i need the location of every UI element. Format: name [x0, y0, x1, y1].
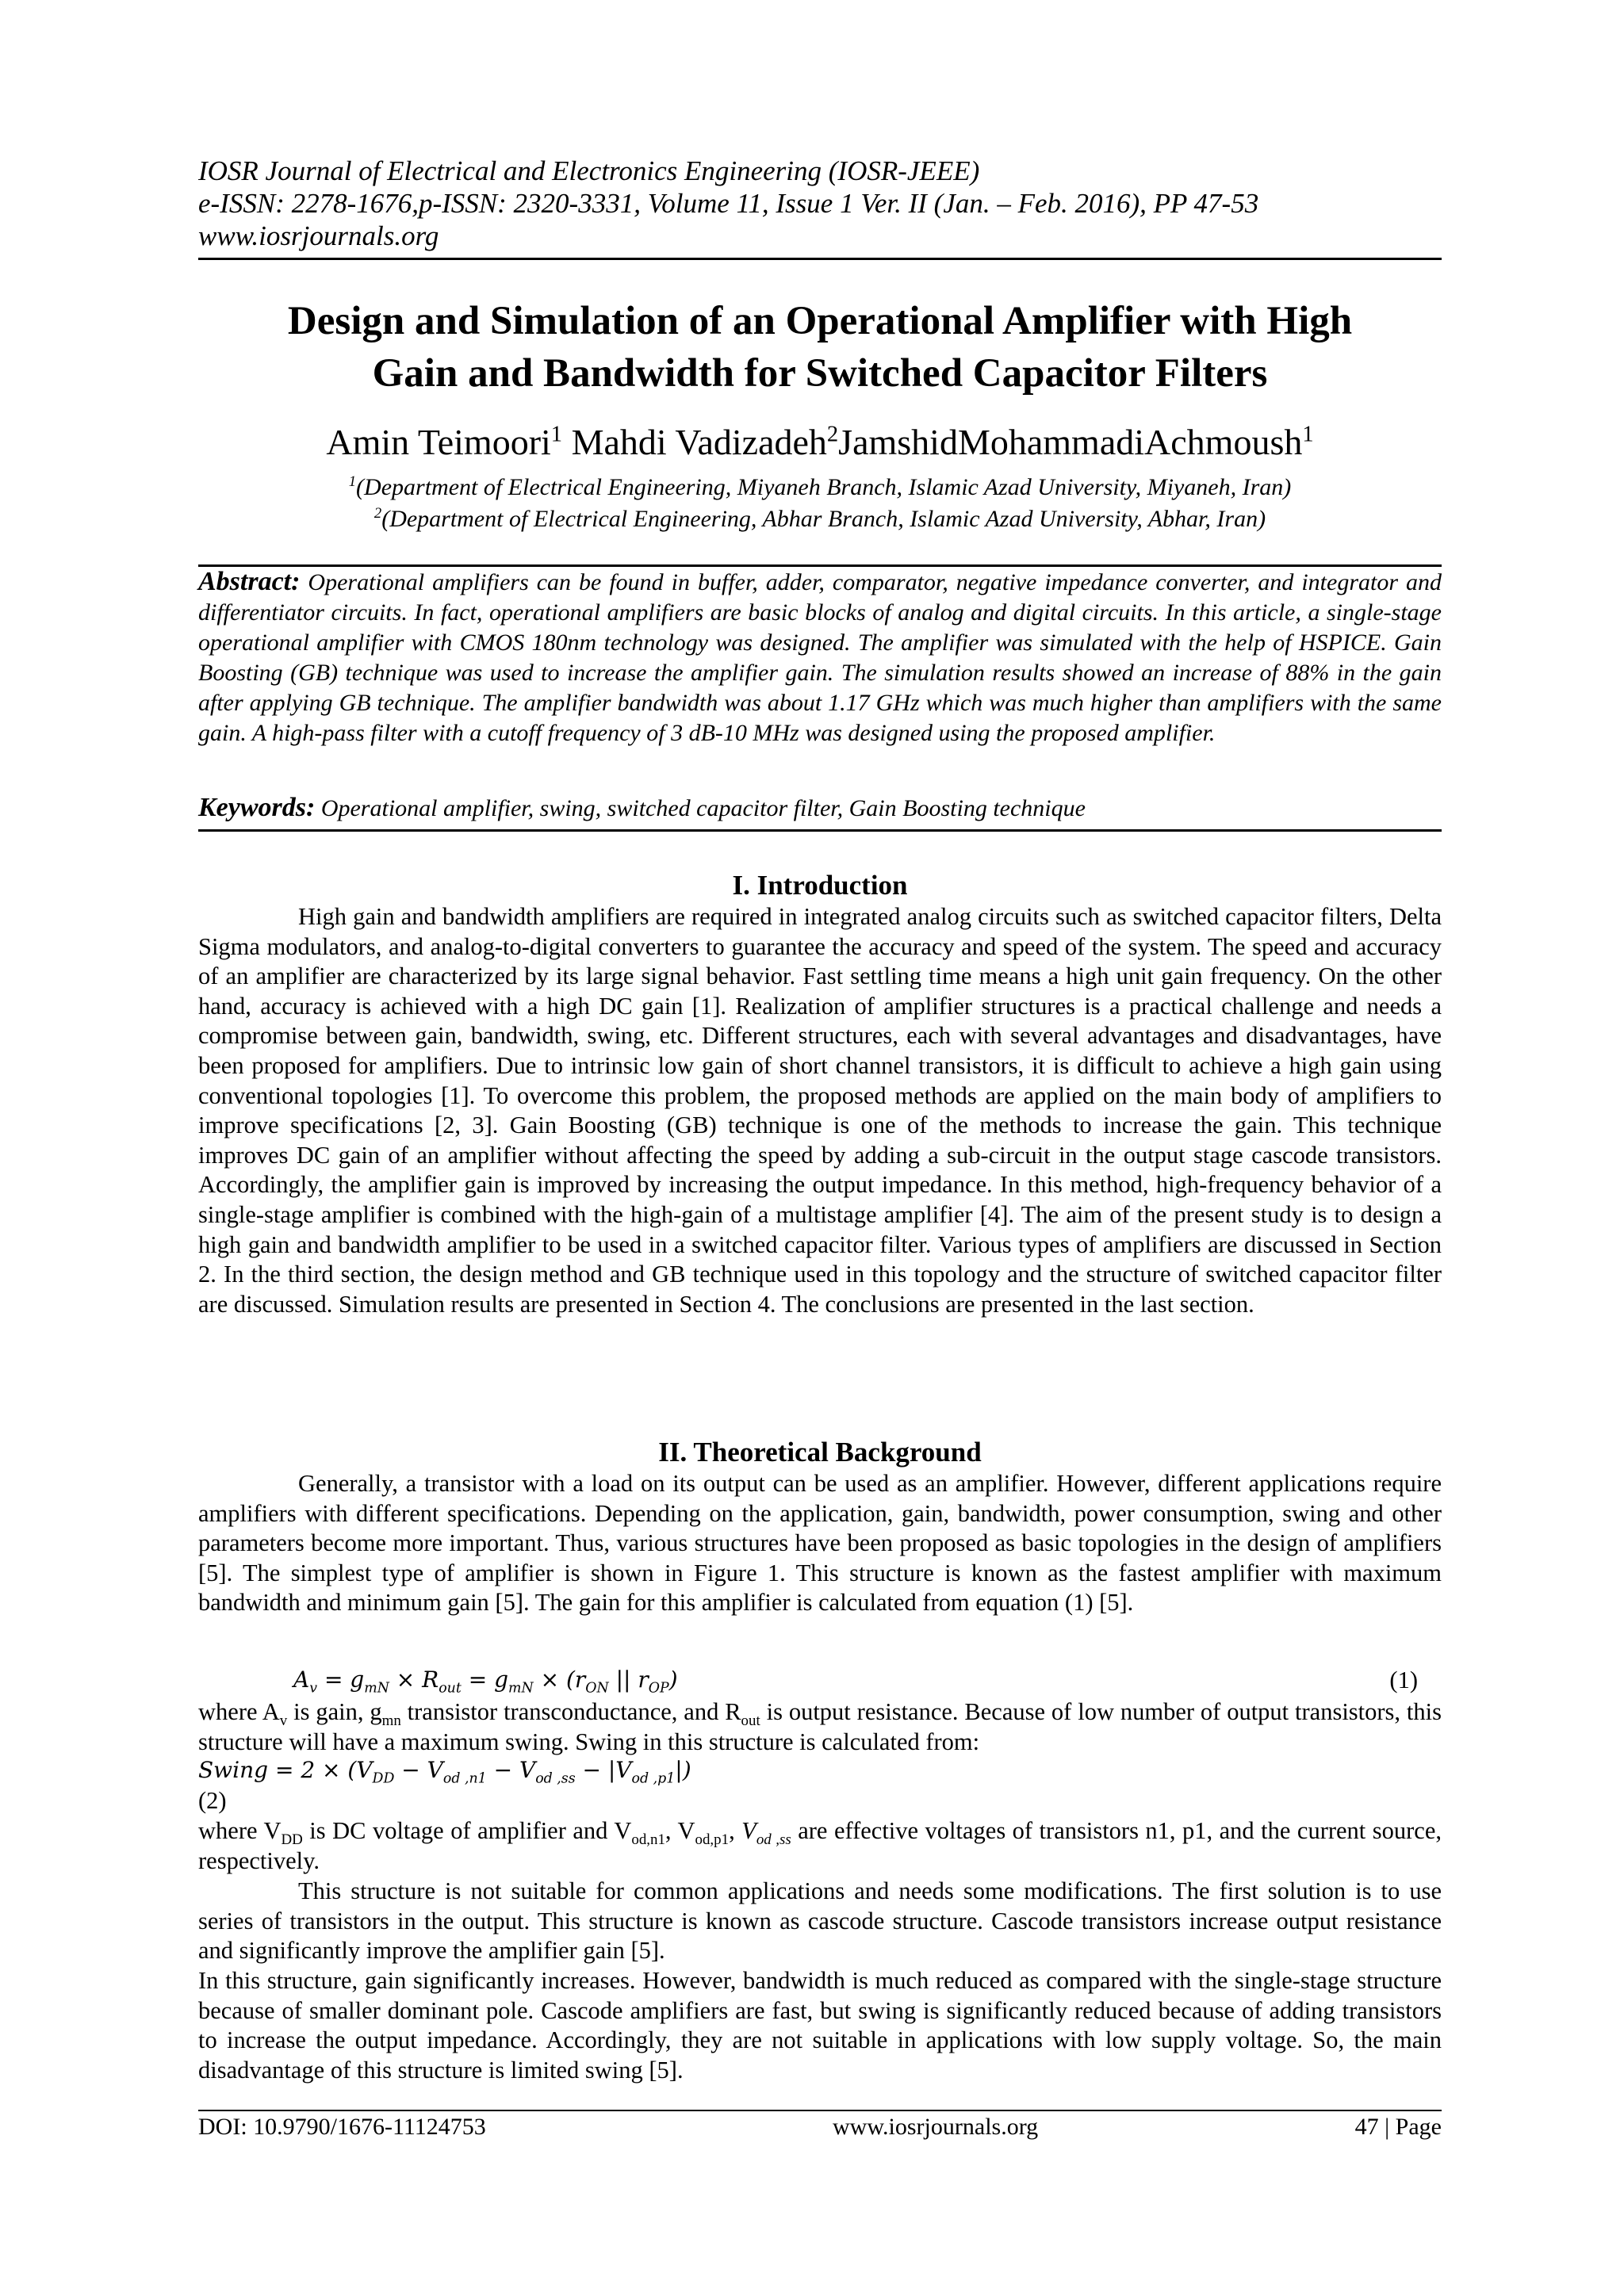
paper-title — [198, 295, 1442, 400]
equation-1-number: (1) — [1389, 1667, 1418, 1693]
author-list — [198, 420, 1442, 465]
keywords — [198, 793, 1442, 824]
background-paragraph-3: In this structure, gain significantly increases. However, bandwidth is much reduced as compared with the single-stage structure because of smaller dominant pole. Cascode amplifiers are fast, but swing is significantly reduced because of adding transistors to increase the output impedance. Accordingly, they are not suitable in applications with low supply voltage. So, the main disadvantage of this structure is limited swing [5]. — [198, 1967, 1442, 2084]
section-heading-theoretical-background: II. Theoretical Background — [658, 1437, 982, 1468]
issn-line: e-ISSN: 2278-1676,p-ISSN: 2320-3331, Volume 11, Issue 1 Ver. II (Jan. – Feb. 2016), PP 47-53 — [198, 188, 1259, 219]
title-line-2: Gain and Bandwidth for Switched Capacitor Filters — [372, 351, 1268, 396]
section-heading-introduction: I. Introduction — [732, 870, 908, 901]
background-paragraph-2: This structure is not suitable for common applications and needs some modifications. The first solution is to use series of transistors in the output. This structure is known as cascode structure. Cascode transistors increase output resistance and significantly improve the amplifier gain [5]. — [198, 1877, 1442, 1965]
author-name: JamshidMohammadiAchmoush — [838, 422, 1303, 462]
keywords-text: Operational amplifier, swing, switched capacitor filter, Gain Boosting technique — [315, 795, 1086, 821]
footer-website: www.iosrjournals.org — [833, 2114, 1039, 2140]
footer-page-number: 47 | Page — [1354, 2114, 1442, 2140]
affiliation — [198, 473, 1442, 503]
equation-2-definitions: where $V_{DD}$ is DC voltage of amplifier and $V_{od,n1}$, $V_{od,p1}$, $V_{od ,ss}$ are effective voltages of transistors n1, p1, and the current source, respectively. — [198, 1817, 1442, 1874]
introduction-paragraph: High gain and bandwidth amplifiers are required in integrated analog circuits such as switched capacitor filters, Delta Sigma modulators, and analog-to-digital converters to guarantee the accuracy and speed of the system. The speed and accuracy of an amplifier are characterized by its large signal behavior. Fast settling time means a high unit gain frequency. On the other hand, accuracy is achieved with a high DC gain [1]. Realization of amplifier structures is a practical challenge and needs a compromise between gain, bandwidth, swing, etc. Different structures, each with several advantages and disadvantages, have been proposed for amplifiers. Due to intrinsic low gain of short channel transistors, it is difficult to achieve a high gain using conventional topologies [1]. To overcome this problem, the proposed methods are applied on the main body of amplifiers to improve specifications [2, 3]. Gain Boosting (GB) technique is one of the methods to increase the gain. This technique improves DC gain of an amplifier without affecting the speed by adding a sub-circuit in the output stage cascode transistors. Accordingly, the amplifier gain is improved by increasing the output impedance. In this method, high-frequency behavior of a single-stage amplifier is combined with the high-gain of a multistage amplifier [4]. The aim of the present study is to design a high gain and bandwidth amplifier to be used in a switched capacitor filter. Various types of amplifiers are discussed in Section 2. In the third section, the design method and GB technique used in this topology and the structure of switched capacitor filter are discussed. Simulation results are presented in Section 4. The conclusions are presented in the last section. — [198, 903, 1442, 1318]
affiliation-mark: 2 — [373, 505, 382, 522]
abstract — [198, 567, 1442, 748]
equation-2-number: (2) — [198, 1787, 227, 1814]
footer-rule — [198, 2110, 1442, 2111]
affiliation — [198, 504, 1442, 534]
footer-doi: DOI: 10.9790/1676-11124753 — [198, 2114, 486, 2140]
equation-1-definitions: where $A_v$ is gain, $g_{mn}$ transistor transconductance, and $R_{out}$ is output resistance. Because of low number of output transistors, this structure will have a maximum swing. Swing in this structure is calculated from: — [198, 1698, 1442, 1755]
header-website: www.iosrjournals.org — [198, 220, 439, 251]
affiliation-text: (Department of Electrical Engineering, Abhar Branch, Islamic Azad University, Abhar, Iran) — [381, 506, 1266, 532]
author-name: Amin Teimoori — [326, 422, 551, 462]
author-name: Mahdi Vadizadeh — [562, 422, 827, 462]
author-affiliation-mark: 1 — [1302, 422, 1314, 447]
equation-2-formula: Swing = $2 \times (V_{DD} - V_{od ,n1} - V_{od ,ss} - |V_{od ,p1}|)$ — [198, 1757, 691, 1787]
affiliation-mark: 1 — [348, 473, 357, 490]
equation-1-formula: $A_v = g_{mN} \times R_{out} = g_{mN} \times (r_{ON}$ || $r_{OP}$) — [293, 1667, 678, 1697]
author-affiliation-mark: 1 — [550, 422, 563, 447]
header-rule — [198, 258, 1442, 260]
abstract-label: Abstract: — [198, 567, 301, 596]
equation-1 — [198, 1665, 1442, 1697]
abstract-bottom-rule — [198, 829, 1442, 832]
author-affiliation-mark: 2 — [826, 422, 839, 447]
abstract-text: Operational amplifiers can be found in buffer, adder, comparator, negative impedance converter, and integrator and differentiator circuits. In fact, operational amplifiers are basic blocks of analog and digital circuits. In this article, a single-stage operational amplifier with CMOS 180nm technology was designed. The amplifier was simulated with the help of HSPICE. Gain Boosting (GB) technique was used to increase the amplifier gain. The simulation results showed an increase of 88% in the gain after applying GB technique. The amplifier bandwidth was about 1.17 GHz which was much higher than amplifiers with the same gain. A high-pass filter with a cutoff frequency of 3 dB-10 MHz was designed using the proposed amplifier. — [198, 569, 1442, 746]
title-line-1: Design and Simulation of an Operational Amplifier with High — [287, 299, 1353, 343]
affiliation-text: (Department of Electrical Engineering, Miyaneh Branch, Islamic Azad University, Miyaneh, Iran) — [356, 474, 1292, 500]
background-paragraph-1: Generally, a transistor with a load on its output can be used as an amplifier. However, different applications require amplifiers with different specifications. Depending on the application, gain, bandwidth, power consumption, swing and other parameters become more important. Thus, various structures have been proposed as basic topologies in the design of amplifiers [5]. The simplest type of amplifier is shown in Figure 1. This structure is known as the fastest amplifier with maximum bandwidth and minimum gain [5]. The gain for this amplifier is calculated from equation (1) [5]. — [198, 1470, 1442, 1617]
journal-name: IOSR Journal of Electrical and Electronics Engineering (IOSR-JEEE) — [198, 155, 980, 186]
keywords-label: Keywords: — [198, 793, 316, 822]
